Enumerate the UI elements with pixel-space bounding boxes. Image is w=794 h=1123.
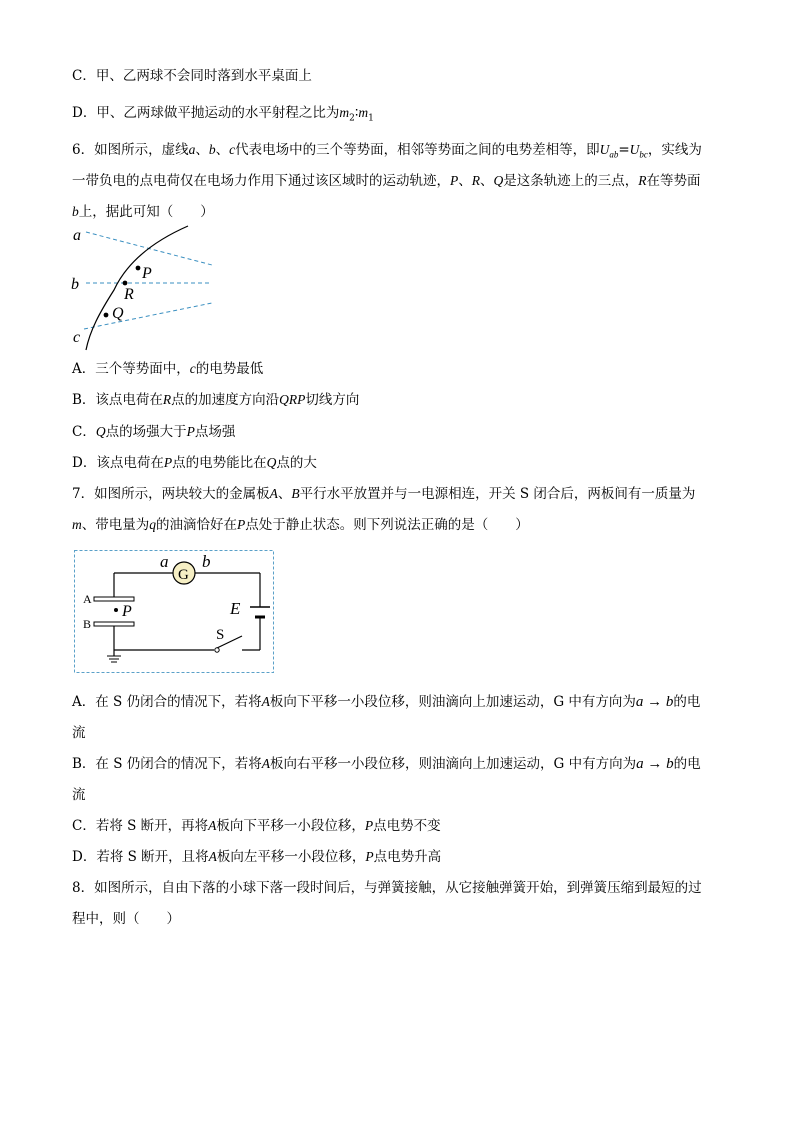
q7-opt-text: 板向左平移一小段位移， — [216, 849, 366, 865]
arrow-a-to-b: a → b — [635, 694, 674, 710]
var-Q: Q — [266, 455, 277, 470]
q7-opt-text: A．在 S 仍闭合的情况下，若将 — [72, 694, 262, 710]
q5-option-d — [72, 104, 374, 128]
q6-opt-text: C． — [72, 424, 96, 440]
q7-option-a-cont: 流 — [72, 725, 86, 741]
q6-text: 一带负电的点电荷仅在电场力作用下通过该区域时的运动轨迹， — [72, 173, 450, 189]
sep: 、 — [195, 142, 209, 158]
var-R: R — [638, 173, 647, 188]
var-U: U — [599, 142, 610, 157]
q6-opt-text: 点的电势能比在 — [172, 455, 267, 471]
var-A: A — [208, 849, 217, 864]
sub-bc: bc — [639, 149, 648, 160]
q7-opt-text: 点电势不变 — [373, 818, 441, 834]
q6-stem-line2 — [72, 172, 701, 190]
q5-sub2: 2 — [349, 113, 355, 124]
label-b: b — [71, 276, 79, 293]
arrow-a-to-b: a → b — [636, 756, 674, 772]
var-P: P — [364, 818, 374, 833]
q7-opt-text: 板向下平移一小段位移，则油滴向上加速运动，G 中有方向为 — [269, 694, 636, 710]
var-R: R — [471, 173, 480, 188]
point-R — [123, 281, 128, 286]
var-U: U — [629, 142, 640, 157]
q7-opt-text: C．若将 S 断开，再将 — [72, 818, 209, 834]
q6-option-c — [72, 423, 235, 441]
q6-option-d — [72, 454, 317, 472]
var-P: P — [237, 517, 246, 532]
label-B: B — [83, 617, 92, 631]
label-b: b — [202, 552, 211, 571]
oil-drop-P — [114, 608, 118, 612]
var-A: A — [261, 694, 270, 709]
var-b: b — [72, 204, 79, 219]
var-A: A — [208, 818, 217, 833]
sep: 、 — [215, 142, 230, 158]
q6-stem-line3 — [72, 203, 214, 221]
q6-text: 在等势面 — [646, 173, 701, 189]
q6-option-a — [72, 360, 263, 378]
q7-option-a — [72, 693, 700, 711]
point-Q — [104, 313, 109, 318]
label-R: R — [124, 286, 134, 303]
q6-text: 上，据此可知（ ） — [78, 204, 214, 220]
var-R: R — [162, 392, 172, 407]
battery-icon — [250, 607, 270, 617]
q6-opt-text: 点场强 — [194, 424, 236, 440]
q5-m2: m — [339, 105, 350, 120]
var-m: m — [72, 517, 82, 532]
q7-opt-text: 板向下平移一小段位移， — [216, 818, 365, 834]
q7-text: 、带电量为 — [81, 517, 150, 533]
q6-opt-text: 切线方向 — [305, 392, 360, 408]
q7-option-c — [72, 817, 441, 835]
q6-opt-text: 的电势最低 — [195, 361, 264, 377]
label-a: a — [73, 227, 81, 244]
q7-stem-line2 — [72, 516, 529, 534]
q6-opt-text: D．该点电荷在 — [72, 455, 164, 471]
plate-B — [94, 622, 134, 626]
q8-stem-line2: 程中，则（ ） — [72, 911, 180, 927]
q7-opt-text: 的电 — [673, 756, 701, 772]
q6-text: 6．如图所示，虚线 — [72, 142, 189, 158]
q6-opt-text: B．该点电荷在 — [72, 392, 163, 408]
var-a: a — [188, 142, 196, 157]
var-A: A — [269, 486, 278, 501]
label-c: c — [73, 329, 81, 346]
q5-colon: ∶ — [354, 105, 359, 121]
var-P: P — [163, 455, 173, 470]
var-P: P — [450, 173, 459, 188]
label-P: P — [142, 265, 152, 282]
q6-opt-text: 点的加速度方向沿 — [171, 392, 280, 408]
label-a: a — [160, 552, 169, 571]
q6-opt-text: 点的场强大于 — [105, 424, 187, 440]
q6-option-b — [72, 391, 359, 409]
q7-opt-text: D．若将 S 断开，且将 — [72, 849, 209, 865]
q5-option-d-text: D．甲、乙两球做平抛运动的水平射程之比为 — [72, 105, 340, 121]
q8-stem-line1: 8．如图所示，自由下落的小球下落一段时间后，与弹簧接触，从它接触弹簧开始，到弹簧压缩到最短的过 — [72, 880, 702, 896]
var-P: P — [186, 424, 195, 439]
q6-opt-text: A．三个等势面中， — [72, 361, 190, 377]
q7-circuit-figure — [74, 550, 274, 673]
var-A: A — [261, 756, 271, 771]
q6-text: 是这条轨迹上的三点， — [503, 173, 639, 189]
q6-text: ，实线为 — [647, 142, 702, 158]
var-Q: Q — [95, 424, 106, 439]
var-B: B — [291, 486, 300, 501]
q6-opt-text: 点的大 — [276, 455, 317, 471]
q5-m1: m — [358, 105, 369, 120]
var-c: c — [229, 142, 236, 157]
label-P: P — [122, 603, 132, 620]
q7-opt-text: 的电 — [673, 694, 701, 710]
q7-opt-text: 板向右平移一小段位移，则油滴向上加速运动，G 中有方向为 — [270, 756, 637, 772]
sep: 、 — [458, 173, 472, 189]
point-P — [136, 266, 141, 271]
q6-equipotential-figure — [66, 222, 216, 352]
label-E: E — [230, 599, 241, 618]
q6-stem-line1 — [72, 141, 702, 164]
var-q: q — [149, 517, 156, 532]
sep: 、 — [480, 173, 494, 189]
plate-A — [94, 597, 134, 601]
var-QRP: QRP — [279, 392, 306, 407]
q7-option-b-cont: 流 — [72, 787, 86, 803]
q5-option-c: C．甲、乙两球不会同时落到水平桌面上 — [72, 68, 312, 84]
label-G: G — [178, 567, 189, 583]
var-P: P — [365, 849, 374, 864]
sub-ab: ab — [609, 149, 619, 160]
q5-sub1: 1 — [368, 113, 374, 124]
q7-opt-text: 点电势升高 — [373, 849, 442, 865]
q7-text: 点处于静止状态。则下列说法正确的是（ ） — [245, 517, 529, 533]
var-Q: Q — [493, 173, 504, 188]
ground-icon — [107, 656, 121, 662]
q7-opt-text: B．在 S 仍闭合的情况下，若将 — [72, 756, 262, 772]
sep: 、 — [277, 486, 292, 502]
switch-contact-left — [215, 648, 219, 652]
label-S: S — [216, 627, 225, 643]
q6-text: 代表电场中的三个等势面，相邻等势面之间的电势差相等，即 — [235, 142, 600, 158]
q7-stem-line1 — [72, 485, 695, 503]
trajectory-curve — [86, 226, 188, 350]
q7-text: 7．如图所示，两块较大的金属板 — [72, 486, 270, 502]
label-Q: Q — [112, 305, 124, 322]
q7-option-b — [72, 755, 701, 773]
q7-text: 的油滴恰好在 — [156, 517, 237, 533]
q7-text: 平行水平放置并与一电源相连，开关 S 闭合后，两板间有一质量为 — [299, 486, 696, 502]
q7-option-d — [72, 848, 441, 866]
var-b: b — [208, 142, 216, 157]
var-c: c — [189, 361, 196, 376]
equals: = — [618, 142, 630, 158]
label-A: A — [83, 592, 92, 606]
